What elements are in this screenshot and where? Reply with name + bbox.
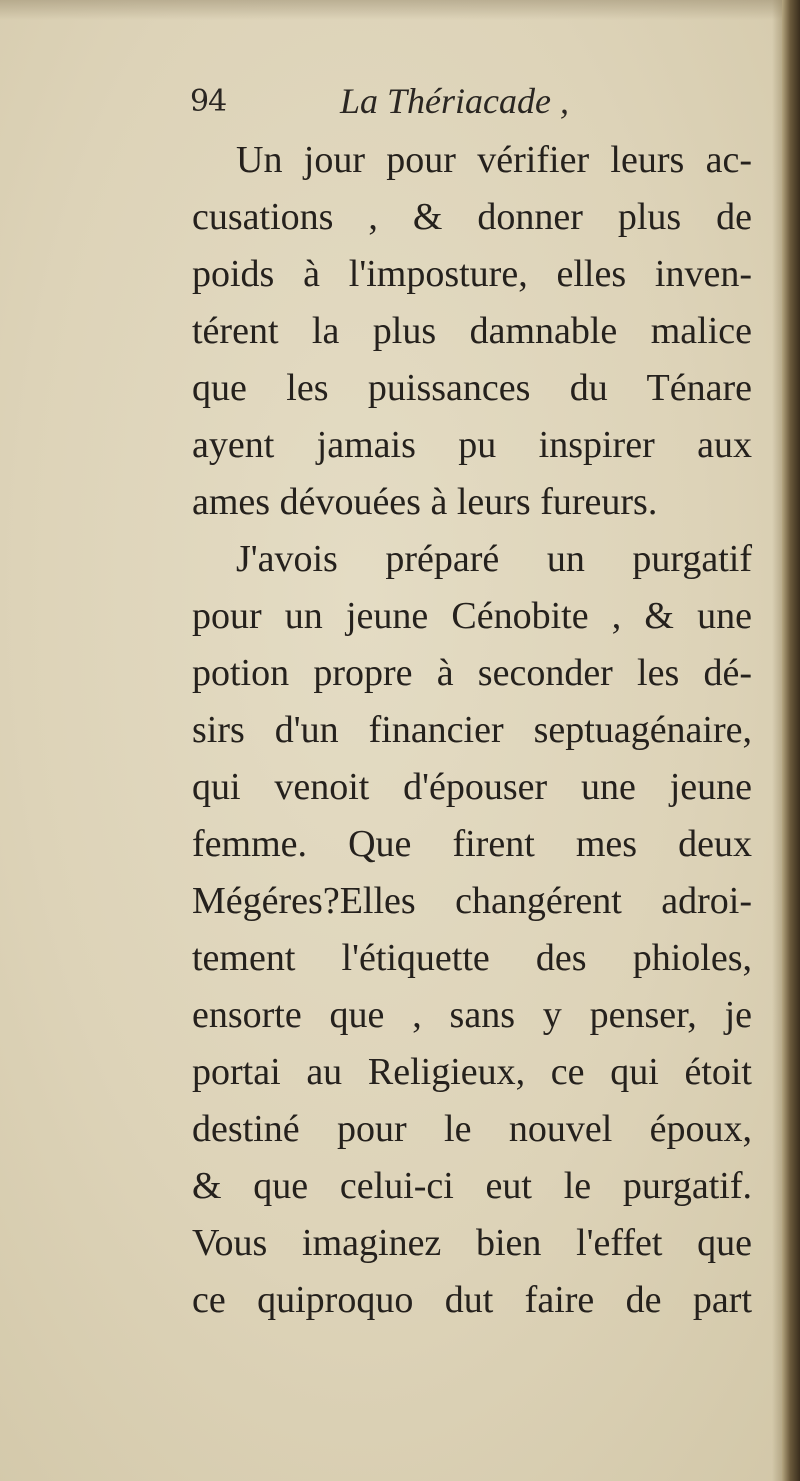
text-line: poids à l'imposture, elles inven- xyxy=(192,253,752,295)
text-line: Un jour pour vérifier leurs ac- xyxy=(236,139,752,181)
text-line: Mégéres?Elles changérent adroi- xyxy=(192,880,752,922)
text-line: & que celui-ci eut le purgatif. xyxy=(192,1165,752,1207)
running-head xyxy=(190,80,750,130)
page-top-shadow xyxy=(0,0,800,20)
text-line: que les puissances du Ténare xyxy=(192,367,752,409)
text-line: térent la plus damnable malice xyxy=(192,310,752,352)
text-line: ames dévouées à leurs fureurs. xyxy=(192,481,658,523)
text-line: femme. Que firent mes deux xyxy=(192,823,752,865)
text-line: destiné pour le nouvel époux, xyxy=(192,1108,752,1150)
page-edge xyxy=(782,0,800,1481)
text-line: Vous imaginez bien l'effet que xyxy=(192,1222,752,1264)
page-edge-shade xyxy=(772,0,782,1481)
text-line: portai au Religieux, ce qui étoit xyxy=(192,1051,752,1093)
text-line: ensorte que , sans y penser, je xyxy=(192,994,752,1036)
body-text xyxy=(192,132,752,1329)
text-line: potion propre à seconder les dé- xyxy=(192,652,752,694)
text-line: ce quiproquo dut faire de part xyxy=(192,1279,752,1321)
text-line: ayent jamais pu inspirer aux xyxy=(192,424,752,466)
text-line: cusations , & donner plus de xyxy=(192,196,752,238)
text-line: J'avois préparé un purgatif xyxy=(236,538,752,580)
running-title: La Thériacade , xyxy=(340,81,569,121)
text-line: qui venoit d'épouser une jeune xyxy=(192,766,752,808)
page-number: 94 xyxy=(190,84,227,119)
text-line: pour un jeune Cénobite , & une xyxy=(192,595,752,637)
text-line: tement l'étiquette des phioles, xyxy=(192,937,752,979)
text-line: sirs d'un financier septuagénaire, xyxy=(192,709,752,751)
